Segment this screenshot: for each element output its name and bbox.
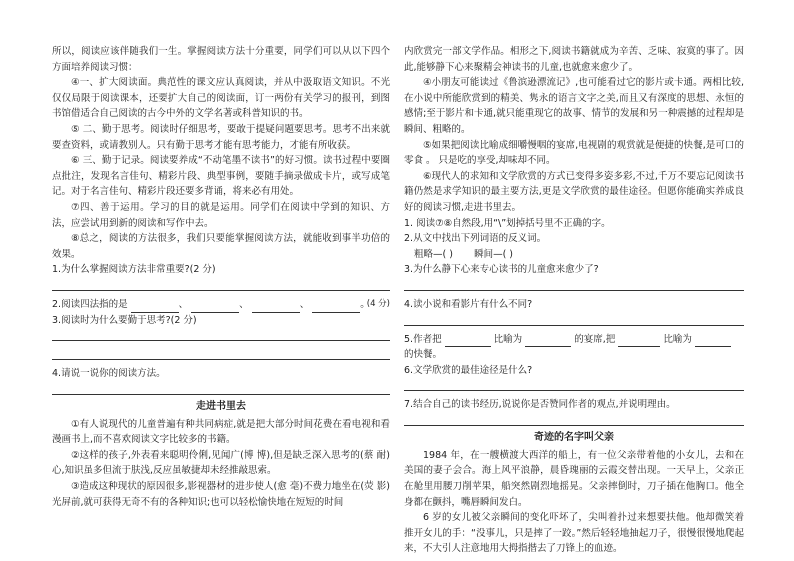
- passage1-para6: ⑧总之，阅读的方法很多，我们只要能掌握阅读方法，就能收到事半功倍的效果。: [52, 233, 390, 260]
- q5-text-e: 的快餐。: [404, 349, 443, 361]
- answer-blank-q5-4[interactable]: [695, 335, 731, 347]
- passage2-para3: ③造成这种现状的原因很多,影视器材的进步使人(愈 毫)不费力地坐在(荧 影)光屏前,就可获得无奇不有的各种知识;也可以轻松愉快地在短短的时间: [52, 481, 390, 508]
- r-question-3: 3.为什么静下心来专心读书的儿童愈来愈少了?: [404, 264, 599, 276]
- left-column: [52, 44, 390, 510]
- answer-blank-q2-2[interactable]: [191, 301, 239, 313]
- r-answer-line-q4[interactable]: [404, 313, 744, 326]
- question-1: 1.为什么掌握阅读方法非常重要?(2 分): [52, 264, 216, 276]
- answer-line-q4[interactable]: [52, 382, 390, 395]
- r-question-4: 4.读小说和看影片有什么不同?: [404, 298, 533, 310]
- r-question-2-items: [404, 247, 744, 263]
- answer-line-q3-1[interactable]: [52, 328, 390, 341]
- passage2-para2: ②这样的孩子,外表看来聪明伶俐,见闻广(博 博),但是缺乏深入思考的(蔡 耐)心,知识虽多但流于肤浅,反应虽敏捷却未经推敲思索。: [52, 449, 390, 477]
- r-question-6: 6.文学欣赏的最佳途径是什么?: [404, 364, 533, 376]
- r-question-1: 1. 阅读⑦⑧自然段,用“\”划掉括号里不正确的字。: [404, 217, 611, 229]
- answer-blank-q2-3[interactable]: [252, 301, 300, 313]
- r-answer-line-q7[interactable]: [404, 413, 744, 426]
- r-question-5: [404, 332, 744, 348]
- section-title-left: 走进书里去: [196, 400, 246, 412]
- r-answer-line-q6[interactable]: [404, 378, 744, 391]
- answer-line-q3-2[interactable]: [52, 347, 390, 360]
- q2-sep-3: 、: [299, 298, 310, 310]
- answer-blank-q5-3[interactable]: [618, 335, 660, 347]
- section-title-right: 奇迹的名字叫父亲: [534, 431, 614, 443]
- passage2-para6: ⑥现代人的求知和文学欣赏的方式已变得多姿多彩,不过,千万不要忘记阅读书籍仍然是求学知识的最主要方法,更是文学欣赏的最佳途径。但愿你能确实养成良好的阅读习惯,走进书里去。: [404, 170, 744, 213]
- passage2-para1: ①有人说现代的儿童普遍有种共同病症,就是把大部分时间花费在看电视和看漫画书上,而不喜欢阅读文字比较多的书籍。: [52, 418, 390, 446]
- question-3: 3.阅读时为什么要勤于思考?(2 分): [52, 314, 197, 326]
- passage3-para1: 1984 年，在一艘横渡大西洋的船上，有一位父亲带着他的小女儿，去和在美国的妻子会合。海上风平浪静，晨昏瑰丽的云霞交替出现。一天早上，父亲正在舱里用腰刀削苹果，船突然剧烈地摇晃。父亲摔倒时，刀子插在他胸口。他全身都在颤抖，嘴唇瞬间发白。: [404, 449, 744, 508]
- passage1-para4: ⑥ 三、勤于记录。阅读要养成“不动笔墨不读书”的好习惯。读书过程中要圈点批注，发现名言佳句、精彩片段、典型事例，要随手摘录做成卡片，或写成笔记。对于名言佳句、精彩片段还要多背诵，将来必有用处。: [52, 155, 390, 198]
- antonym-2[interactable]: 瞬间—( ): [474, 248, 514, 260]
- passage3-para2: 6 岁的女儿被父亲瞬间的变化吓坏了，尖叫着扑过来想要扶他。他却微笑着推开女儿的手：“没事儿，只是摔了一跤。”然后轻轻地抽起刀子，很慢很慢地爬起来，不大引人注意地用大拇指揩去了刀锋上的血迹。: [404, 512, 744, 555]
- answer-blank-q2-1[interactable]: [131, 301, 179, 313]
- question-4: 4.请说一说你的阅读方法。: [52, 368, 166, 380]
- question-2-score: (4 分): [366, 298, 390, 309]
- q5-text-c: 的宴席,把: [574, 333, 616, 345]
- passage1-para5: ⑦四、善于运用。学习的目的就是运用。同学们在阅读中学到的知识、方法，应尝试用到新的阅读和写作中去。: [52, 201, 390, 229]
- q5-text-b: 比喻为: [493, 333, 523, 345]
- passage2-para3-cont: 内欣赏完一部文学作品。相形之下,阅读书籍就成为辛苦、乏味、寂寞的事了。因此,能够静下心来聚精会神读书的儿童,也就愈来愈少了。: [404, 46, 744, 73]
- q2-sep-2: 、: [239, 298, 249, 310]
- r-question-2: 2.从文中找出下列词语的反义词。: [404, 233, 547, 245]
- passage2-para4: ④小朋友可能读过《鲁滨逊漂流记》,也可能看过它的影片或卡通。两相比较,在小说中所能欣赏到的精美、隽永的语言文字之美,而且又有深度的思想、永恒的感情;至于影片和卡通,就只能重现它的故事、情节的发展和另一种震撼的过程却是瞬间、粗略的。: [404, 77, 744, 135]
- answer-blank-q5-2[interactable]: [525, 335, 571, 347]
- antonym-1[interactable]: 粗略—( ): [414, 248, 453, 260]
- passage1-para3: ⑤ 二、勤于思考。阅读时仔细思考，要敢于提疑问题要思考。思考不出来就要查资料，或请教别人。只有勤于思考才能有思考能力，才能有所收获。: [52, 123, 390, 151]
- q2-sep-1: 、: [178, 298, 189, 310]
- right-column: [404, 44, 744, 557]
- answer-blank-q5-1[interactable]: [445, 335, 491, 347]
- question-2-label: 2.阅读四法指的是: [52, 298, 128, 310]
- r-question-7: 7.结合自己的读书经历,说说你是否赞同作者的观点,并说明理由。: [404, 399, 676, 411]
- r-answer-line-q3[interactable]: [404, 278, 744, 291]
- passage2-para5: ⑤如果把阅读比喻成细嚼慢咽的宴席,电视剧的观赏就是便捷的快餐,是可口的零食 。 只是吃的享受,却味却不同。: [404, 139, 744, 167]
- q5-text-d: 比喻为: [663, 333, 692, 345]
- question-2: [52, 297, 390, 313]
- q2-sep-4: 。: [360, 298, 370, 310]
- q5-text-a: 5.作者把: [404, 333, 442, 345]
- answer-line-q1[interactable]: [52, 278, 390, 291]
- passage1-para1: 所以，阅读应该伴随我们一生。掌握阅读方法十分重要，同学们可以从以下四个方面培养阅读习惯：: [52, 46, 390, 73]
- answer-blank-q2-4[interactable]: [312, 301, 360, 313]
- passage1-para2: ④一、扩大阅读面。典范性的课文应认真阅读，并从中汲取语文知识。不光仅仅局限于阅读课本，还要扩大自己的阅读面，订一两份有关学习的报刊，到图书馆借适合自己阅读的古今中外的文学名著或科普知识的书。: [52, 77, 390, 120]
